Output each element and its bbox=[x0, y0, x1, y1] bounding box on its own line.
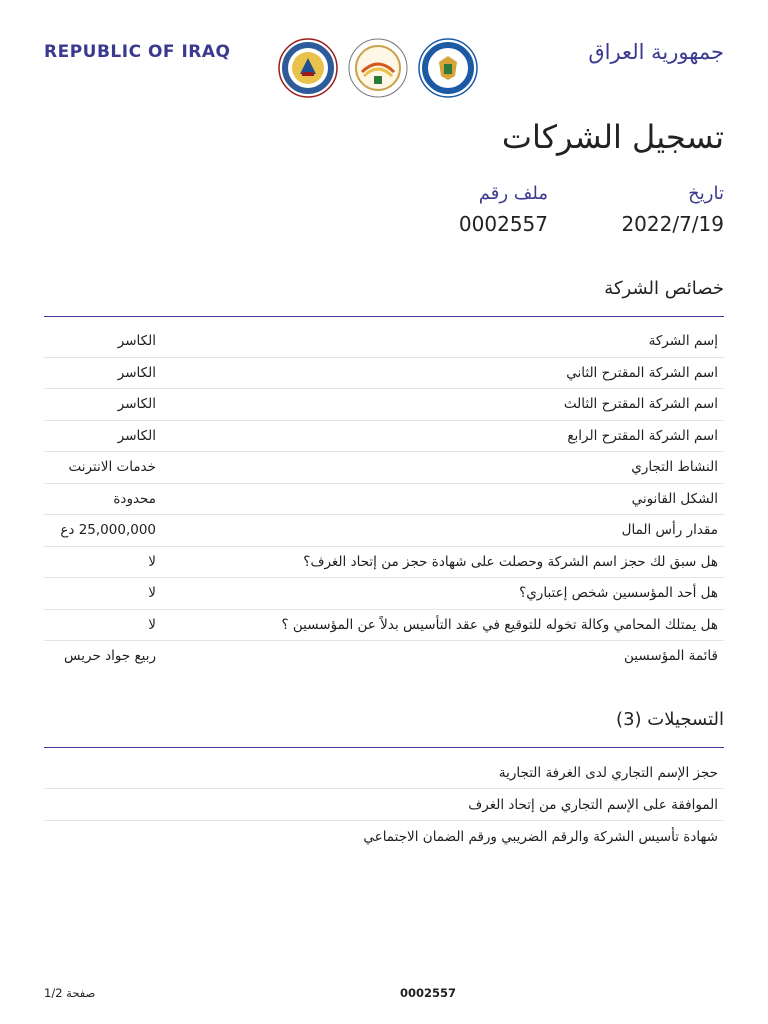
table-row bbox=[44, 641, 724, 672]
list-item bbox=[44, 757, 724, 789]
date-value: 2022/7/19 bbox=[621, 212, 724, 236]
property-label: النشاط التجاري bbox=[631, 459, 718, 475]
property-value: لا bbox=[148, 585, 156, 601]
ministry-of-trade-seal-icon bbox=[418, 38, 478, 98]
file-number-label: ملف رقم bbox=[478, 183, 548, 204]
file-number-value: 0002557 bbox=[458, 212, 548, 236]
property-label: هل أحد المؤسسين شخص إعتباري؟ bbox=[519, 585, 718, 601]
property-value: 25,000,000 دع bbox=[60, 522, 156, 538]
property-label: مقدار رأس المال bbox=[621, 522, 718, 538]
property-label: هل يمتلك المحامي وكالة تخوله للتوقيع في عقد التأسيس بدلاً عن المؤسسين ؟ bbox=[281, 616, 718, 633]
header-english-title: REPUBLIC OF IRAQ bbox=[44, 42, 231, 62]
property-value: لا bbox=[148, 553, 156, 570]
table-row bbox=[44, 326, 724, 358]
date-label: تاريخ bbox=[688, 183, 724, 204]
property-label: إسم الشركة bbox=[648, 333, 718, 349]
union-of-chambers-seal-icon bbox=[348, 38, 408, 98]
company-properties-table bbox=[44, 326, 724, 672]
list-item bbox=[44, 789, 724, 821]
page-title: تسجيل الشركات bbox=[501, 118, 724, 156]
property-label: اسم الشركة المقترح الثاني bbox=[566, 364, 718, 381]
list-item bbox=[44, 821, 724, 852]
property-label: هل سبق لك حجز اسم الشركة وحصلت على شهادة حجز من إتحاد الغرف؟ bbox=[303, 553, 718, 570]
chamber-of-commerce-seal-icon bbox=[278, 38, 338, 98]
table-row bbox=[44, 484, 724, 516]
property-value: محدودة bbox=[113, 490, 156, 507]
table-row bbox=[44, 452, 724, 484]
property-value: الكاسر bbox=[117, 364, 156, 381]
company-properties-title: خصائص الشركة bbox=[604, 278, 724, 299]
property-label: اسم الشركة المقترح الرابع bbox=[567, 427, 718, 444]
table-row bbox=[44, 358, 724, 390]
property-label: قائمة المؤسسين bbox=[623, 648, 718, 664]
property-value: الكاسر bbox=[117, 333, 156, 349]
property-label: الشكل القانوني bbox=[631, 490, 718, 507]
table-row bbox=[44, 610, 724, 642]
property-value: الكاسر bbox=[117, 396, 156, 412]
registrations-list bbox=[44, 757, 724, 852]
table-row bbox=[44, 578, 724, 610]
registration-item-text: حجز الإسم التجاري لدى الغرفة التجارية bbox=[498, 765, 718, 781]
logos-strip bbox=[278, 38, 482, 100]
table-row bbox=[44, 421, 724, 453]
footer-document-id: 0002557 bbox=[399, 986, 456, 1000]
property-value: ربيع جواد حريس bbox=[64, 648, 156, 664]
header-arabic-title: جمهورية العراق bbox=[588, 40, 724, 64]
company-properties-rule bbox=[44, 316, 724, 317]
registrations-title: التسجيلات (3) bbox=[616, 709, 724, 730]
registration-item-text: شهادة تأسيس الشركة والرقم الضريبي ورقم الضمان الاجتماعي bbox=[363, 829, 718, 845]
table-row bbox=[44, 515, 724, 547]
property-value: الكاسر bbox=[117, 427, 156, 444]
table-row bbox=[44, 389, 724, 421]
property-value: خدمات الانترنت bbox=[68, 459, 156, 475]
footer-page-indicator: صفحة 1/2 bbox=[44, 986, 96, 1000]
registrations-rule bbox=[44, 747, 724, 748]
registration-item-text: الموافقة على الإسم التجاري من إتحاد الغرف bbox=[468, 797, 718, 813]
table-row bbox=[44, 547, 724, 579]
property-value: لا bbox=[148, 616, 156, 633]
property-label: اسم الشركة المقترح الثالث bbox=[563, 396, 718, 412]
